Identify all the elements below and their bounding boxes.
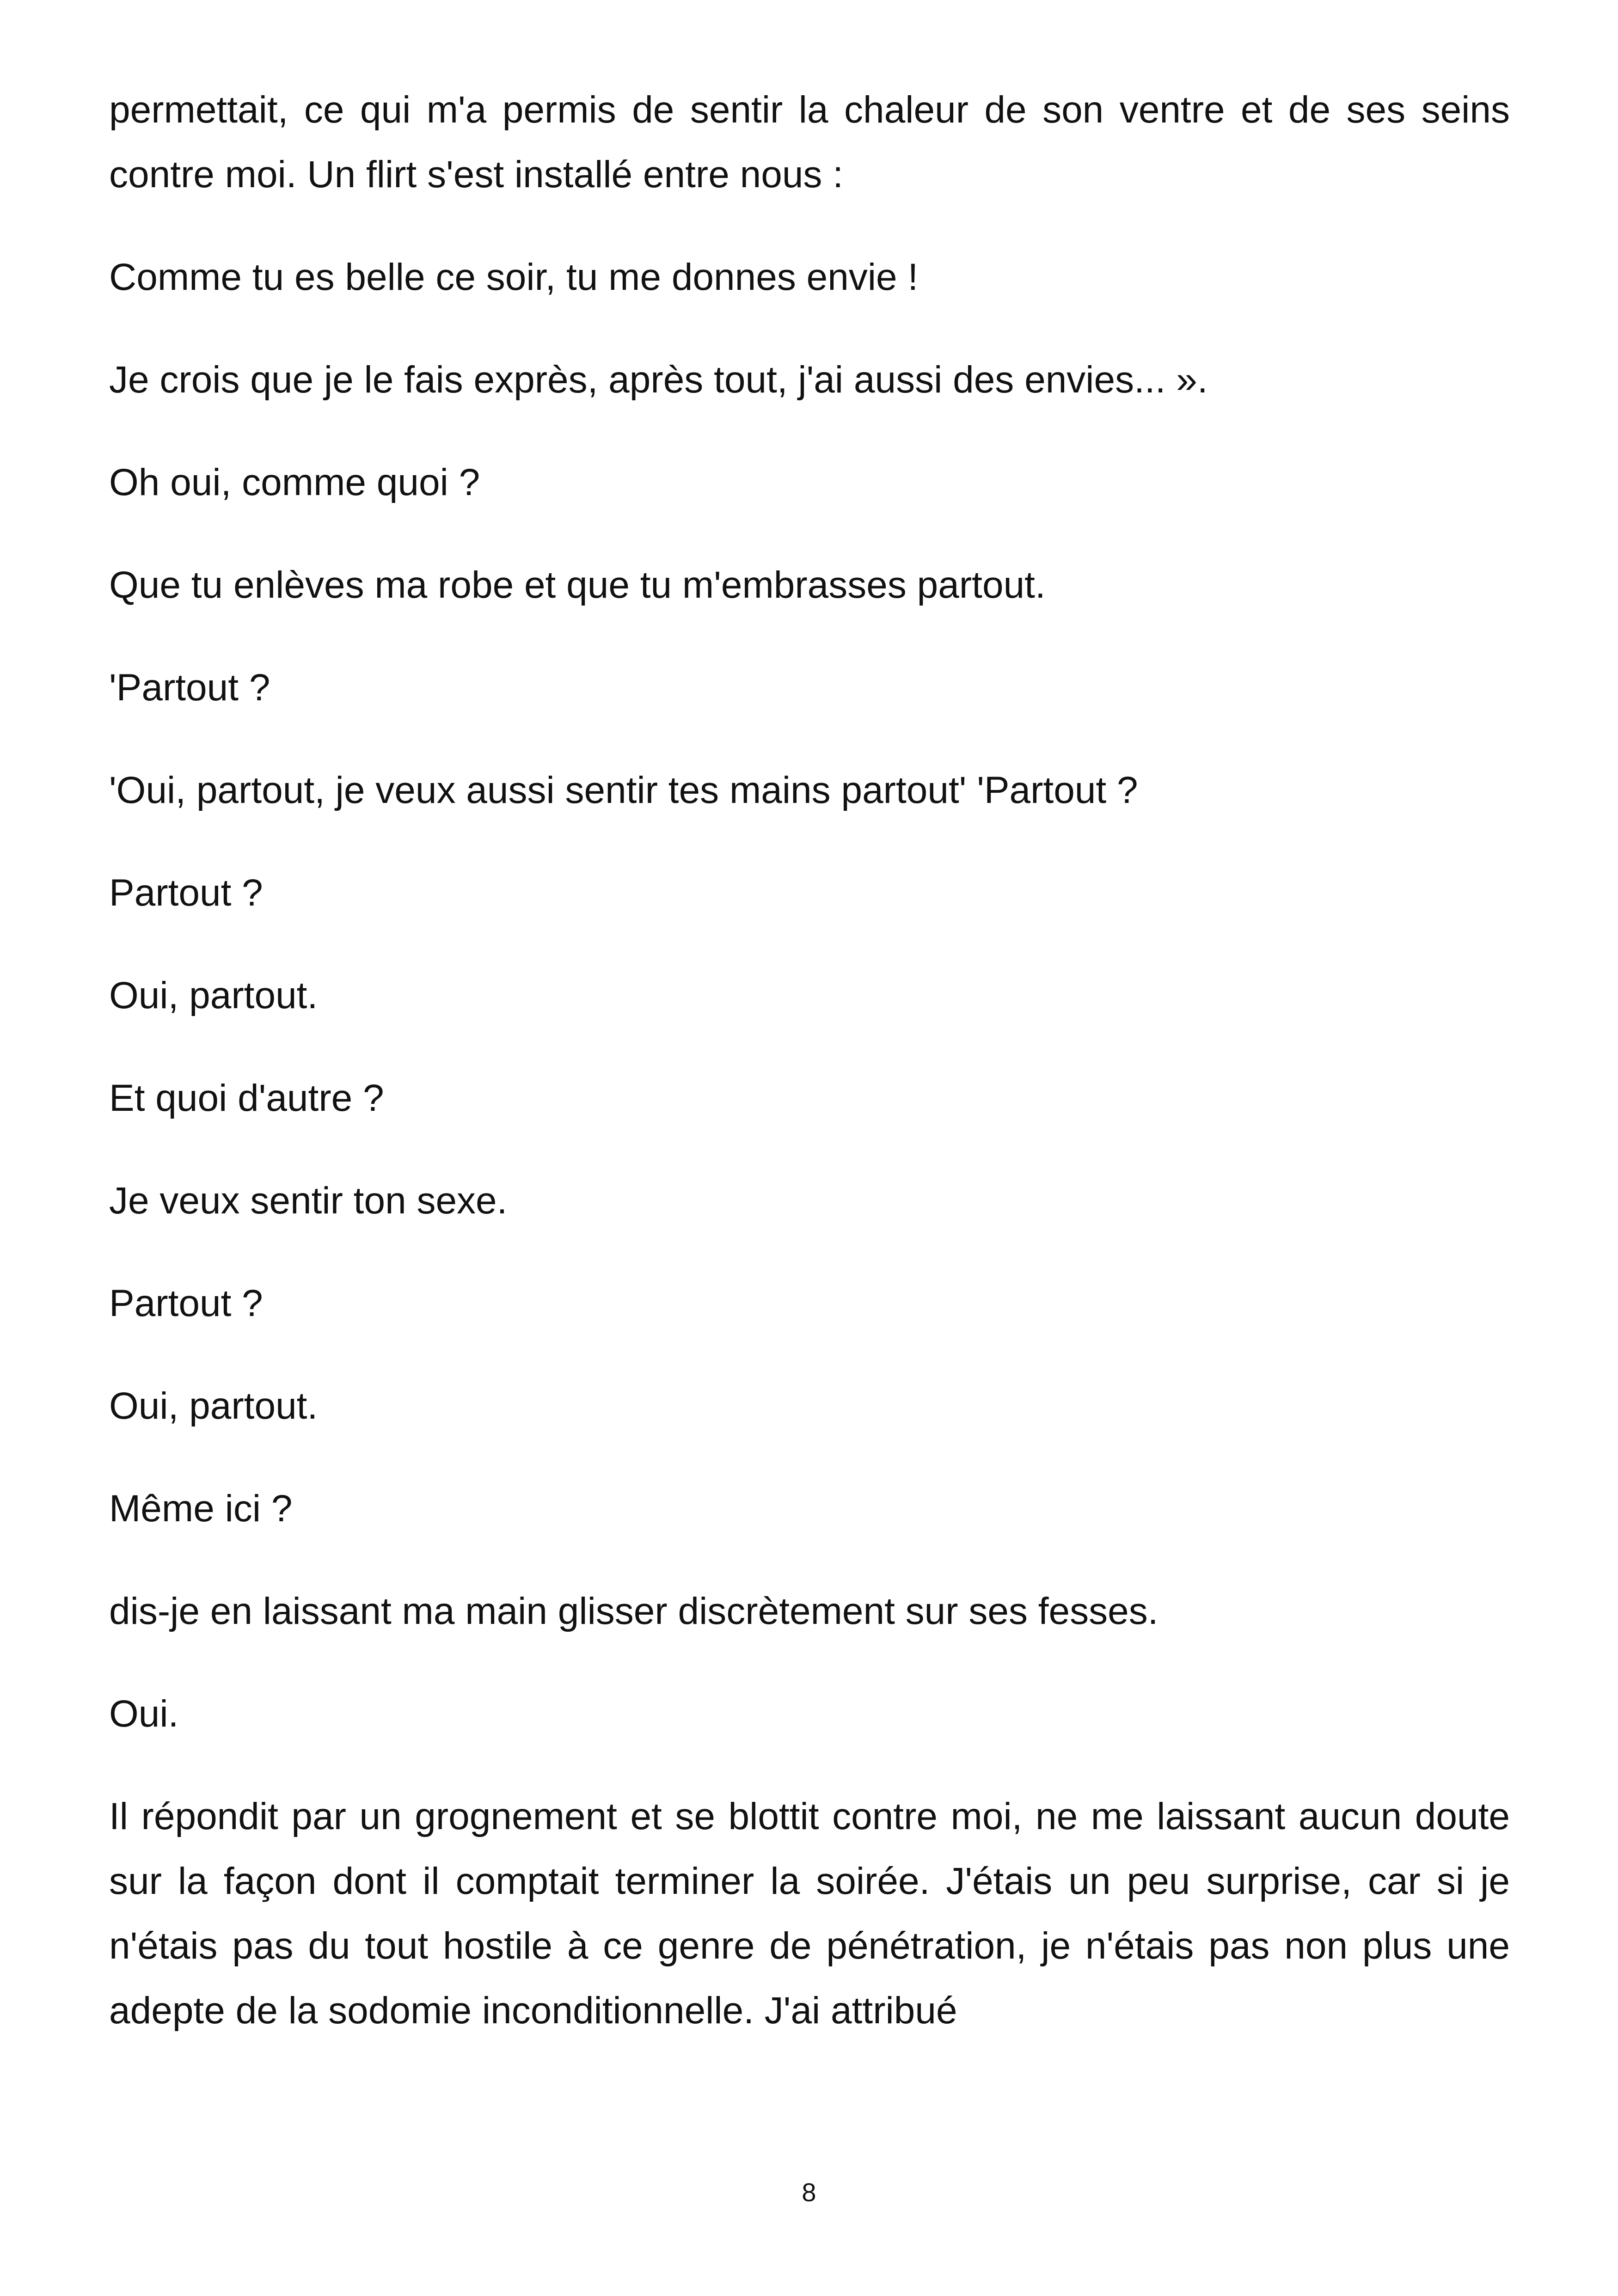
paragraph: Comme tu es belle ce soir, tu me donnes envie ! xyxy=(109,256,919,298)
paragraph: Que tu enlèves ma robe et que tu m'embrasses partout. xyxy=(109,564,1046,606)
paragraph: Oui, partout. xyxy=(109,1385,318,1427)
paragraph: Partout ? xyxy=(109,872,263,914)
paragraph: Oh oui, comme quoi ? xyxy=(109,461,480,503)
paragraph: dis-je en laissant ma main glisser discrètement sur ses fesses. xyxy=(109,1590,1158,1632)
paragraph: Je veux sentir ton sexe. xyxy=(109,1180,508,1222)
paragraph: Il répondit par un grognement et se blottit contre moi, ne me laissant aucun doute sur la façon dont il comptait terminer la soirée. J'étais un peu surprise, car si je n'étais pas du tout hostile à ce genre de pénétration, je n'étais pas non plus une adepte de la sodomie inconditionnelle. J'ai attribué xyxy=(109,1795,1510,2032)
paragraph: 'Partout ? xyxy=(109,667,270,709)
paragraph: Je crois que je le fais exprès, après tout, j'ai aussi des envies... ». xyxy=(109,359,1208,401)
paragraph: Oui, partout. xyxy=(109,974,318,1016)
paragraph: 'Oui, partout, je veux aussi sentir tes mains partout' 'Partout ? xyxy=(109,769,1138,811)
page-number: 8 xyxy=(802,2178,816,2207)
paragraph: permettait, ce qui m'a permis de sentir la chaleur de son ventre et de ses seins contre moi. Un flirt s'est installé entre nous : xyxy=(109,89,1510,196)
body-text xyxy=(109,78,1510,2081)
paragraph: Oui. xyxy=(109,1693,179,1735)
paragraph: Partout ? xyxy=(109,1282,263,1324)
paragraph: Même ici ? xyxy=(109,1488,293,1530)
paragraph: Et quoi d'autre ? xyxy=(109,1077,384,1119)
